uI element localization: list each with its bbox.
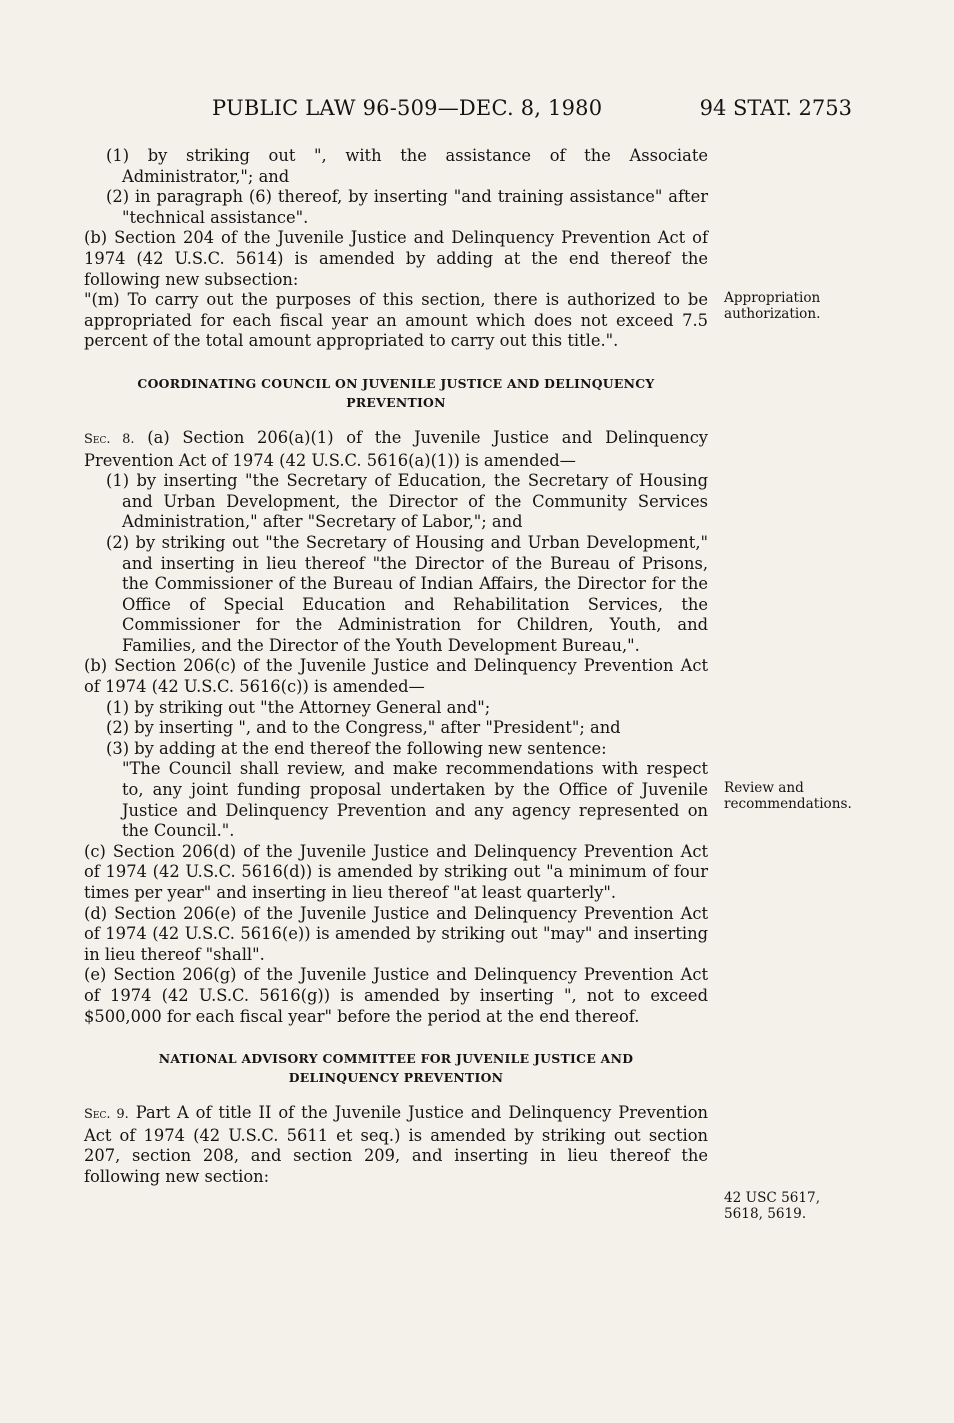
paragraph: (c) Section 206(d) of the Juvenile Justice and Delinquency Prevention Act of 1974 (42 U.S.C. 5616(d)) is amended by striking out "a minimum of four times per year" and inserting in lieu thereof "at least quarterly". [84, 841, 708, 902]
paragraph: (1) by striking out ", with the assistance of the Associate Administrator,"; and [106, 146, 708, 186]
margin-note: Review and recommendations. [724, 780, 852, 812]
paragraph: (1) by inserting "the Secretary of Education, the Secretary of Housing and Urban Development, the Director of the Community Services Administration," after "Secretary of Labor,"; and [106, 471, 708, 532]
header-title: PUBLIC LAW 96-509—DEC. 8, 1980 [212, 96, 603, 120]
paragraph: (e) Section 206(g) of the Juvenile Justice and Delinquency Prevention Act of 1974 (42 U.S.C. 5616(g)) is amended by inserting ", not to exceed $500,000 for each fiscal year" before the period at the end thereof. [84, 965, 708, 1026]
paragraph [84, 428, 708, 471]
paragraph: (2) by striking out "the Secretary of Housing and Urban Development," and inserting in lieu thereof "the Director of the Bureau of Prisons, the Commissioner of the Bureau of Indian Affairs, the Director for the Office of Special Education and Rehabilitation Services, the Commissioner for the Administration for Children, Youth, and Families, and the Director of the Youth Development Bureau,". [106, 532, 708, 655]
paragraph [84, 1103, 708, 1187]
paragraph: (2) in paragraph (6) thereof, by inserting "and training assistance" after "technical assistance". [106, 187, 708, 227]
page-header [84, 96, 852, 126]
paragraph-text: Part A of title II of the Juvenile Justice and Delinquency Prevention Act of 1974 (42 U.S.C. 5611 et seq.) is amended by striking out section 207, section 208, and section 209, and inserting in lieu thereof the following new section: [84, 1103, 709, 1186]
paragraph: (d) Section 206(e) of the Juvenile Justice and Delinquency Prevention Act of 1974 (42 U.S.C. 5616(e)) is amended by striking out "may" and inserting in lieu thereof "shall". [84, 903, 708, 964]
section-heading: NATIONAL ADVISORY COMMITTEE FOR JUVENILE JUSTICE AND DELINQUENCY PREVENTION [158, 1051, 634, 1086]
paragraph: "(m) To carry out the purposes of this section, there is authorized to be appropriated for each fiscal year an amount which does not exceed 7.5 percent of the total amount appropriated to carry out this title.". [84, 290, 708, 351]
paragraph-text: (a) Section 206(a)(1) of the Juvenile Justice and Delinquency Prevention Act of 1974 (42 U.S.C. 5616(a)(1)) is amended— [84, 427, 709, 470]
margin-note: Appropriation authorization. [724, 290, 821, 322]
paragraph: (3) by adding at the end thereof the following new sentence: [106, 738, 607, 758]
paragraph: (b) Section 206(c) of the Juvenile Justice and Delinquency Prevention Act of 1974 (42 U.S.C. 5616(c)) is amended— [84, 656, 708, 697]
header-statute-page: 94 STAT. 2753 [699, 96, 852, 120]
section-label: Sec. 9. [84, 1107, 129, 1123]
quoted-text: "The Council shall review, and make recommendations with respect to, any joint funding proposal undertaken by the Office of Juvenile Justice and Delinquency Prevention and any agency represented on the Council.". [122, 759, 708, 841]
paragraph: (b) Section 204 of the Juvenile Justice and Delinquency Prevention Act of 1974 (42 U.S.C. 5614) is amended by adding at the end thereof the following new subsection: [84, 228, 708, 289]
paragraph: (2) by inserting ", and to the Congress," after "President"; and [106, 718, 621, 738]
margin-note: 42 USC 5617, 5618, 5619. [724, 1190, 821, 1222]
body-text [84, 146, 708, 1188]
section-heading: COORDINATING COUNCIL ON JUVENILE JUSTICE AND DELINQUENCY PREVENTION [137, 375, 655, 410]
paragraph: (1) by striking out "the Attorney General and"; [106, 697, 491, 717]
section-label: Sec. 8. [84, 431, 135, 447]
